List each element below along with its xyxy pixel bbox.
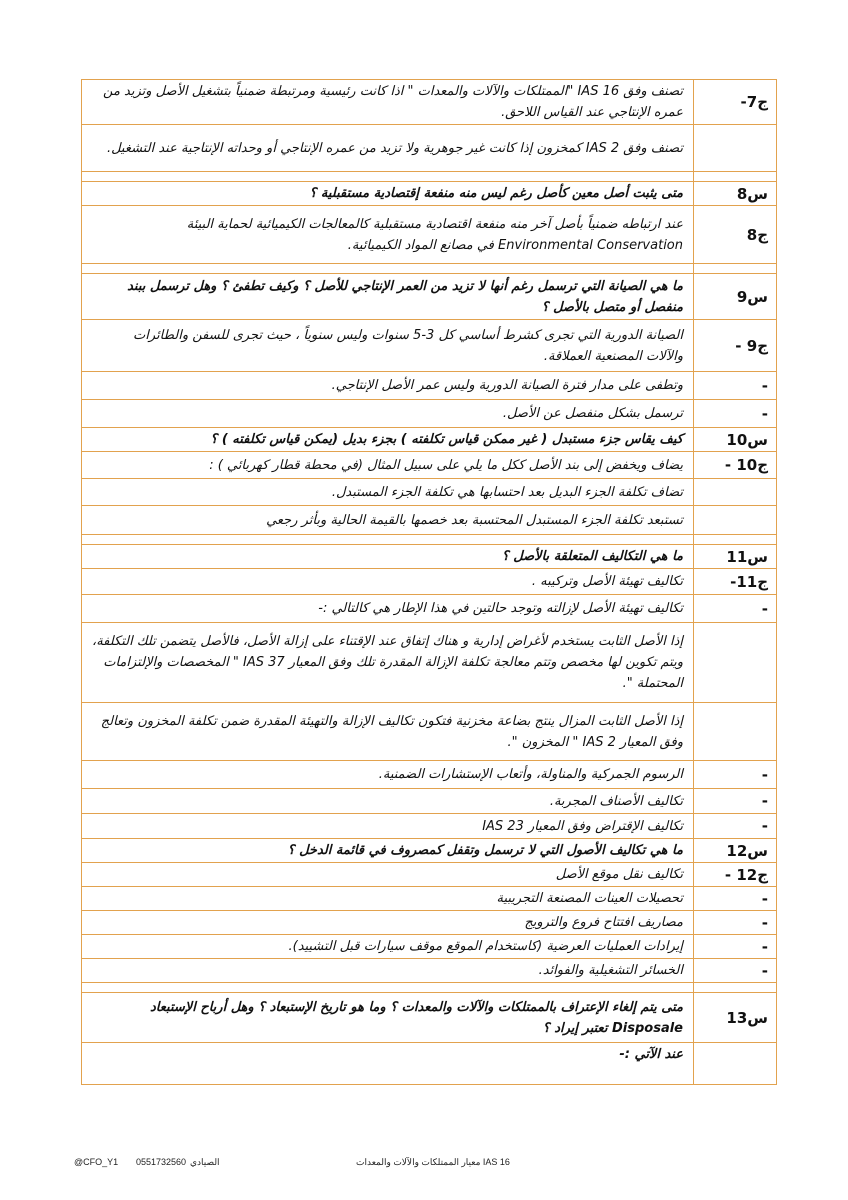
row-number [694, 623, 777, 703]
row-number: ج9 - [694, 320, 777, 372]
row-text: متى يثبت أصل معين كأصل رغم ليس منه منفعة إقتصادية مستقبلية ؟ [82, 182, 694, 206]
footer-phone: 0551732560 [136, 1157, 187, 1167]
question-row [82, 993, 777, 1043]
row-text: كيف يقاس جزء مستبدل ( غير ممكن قياس تكلفته ) بجزء بديل (يمكن قياس تكلفته ) ؟ [82, 428, 694, 452]
row-number: س10 [694, 428, 777, 452]
row-text: الخسائر التشغيلية والفوائد. [82, 959, 694, 983]
row-text: إذا الأصل الثابت المزال ينتج بضاعة مخزنية فتكون تكاليف الإزالة والتهيئة المقدرة ضمن تكلفة المخزون وتعالج وفق المعيار IAS 2 " المخزون ". [82, 703, 694, 761]
row-number [694, 506, 777, 535]
row-number: - [694, 789, 777, 814]
row-number: - [694, 911, 777, 935]
table-row [82, 761, 777, 789]
row-text: تضاف تكلفة الجزء البديل بعد احتسابها هي تكلفة الجزء المستبدل. [82, 479, 694, 506]
table-row [82, 372, 777, 400]
row-text: تكاليف تهيئة الأصل وتركيبه . [82, 569, 694, 595]
row-text: تكاليف الأصناف المجربة. [82, 789, 694, 814]
row-text: ما هي الصيانة التي ترسمل رغم أنها لا تزيد من العمر الإنتاجي للأصل ؟ وكيف تطفئ ؟ وهل ترسمل ببند منفصل أو متصل بالأصل ؟ [82, 274, 694, 320]
row-text: تحصيلات العينات المصنعة التجريبية [82, 887, 694, 911]
question-row [82, 545, 777, 569]
row-text: تكاليف نقل موقع الأصل [82, 863, 694, 887]
row-text: تكاليف تهيئة الأصل لإزالته وتوجد حالتين في هذا الإطار هي كالتالي :- [82, 595, 694, 623]
row-number: - [694, 400, 777, 428]
table-row [82, 959, 777, 983]
question-row [82, 428, 777, 452]
table-row [82, 911, 777, 935]
table-row [82, 814, 777, 839]
row-text: تصنف وفق IAS 16 "الممتلكات والآلات والمعدات " اذا كانت رئيسية ومرتبطة ضمنياً بتشغيل الأصل وتزيد من عمره الإنتاجي عند القياس اللاحق. [82, 80, 694, 125]
table-row [82, 703, 777, 761]
row-number: س12 [694, 839, 777, 863]
table-row [82, 863, 777, 887]
table-row [82, 789, 777, 814]
table-row [82, 80, 777, 125]
question-row [82, 839, 777, 863]
row-text: مصاريف افتتاح فروع والترويج [82, 911, 694, 935]
row-number: - [694, 959, 777, 983]
spacer-row [82, 264, 777, 274]
spacer-row [82, 172, 777, 182]
table-row [82, 400, 777, 428]
row-text: إيرادات العمليات العرضية (كاستخدام الموقع موقف سيارات قبل التشييد). [82, 935, 694, 959]
row-number [694, 1043, 777, 1085]
row-text: عند ارتباطه ضمنياً بأصل آخر منه منفعة اقتصادية مستقبلية كالمعالجات الكيميائية لحماية البيئة Environmental Conservation في مصانع المواد الكيميائية. [82, 206, 694, 264]
row-text: ترسمل بشكل منفصل عن الأصل. [82, 400, 694, 428]
footer-author: الصيادي [190, 1157, 220, 1167]
question-row [82, 1043, 777, 1085]
row-number: س9 [694, 274, 777, 320]
row-number: س11 [694, 545, 777, 569]
content-table [81, 79, 777, 1085]
row-number [694, 125, 777, 172]
row-text: تصنف وفق IAS 2 كمخزون إذا كانت غير جوهرية ولا تزيد من عمره الإنتاجي أو وحداته الإنتاجية عند التشغيل. [82, 125, 694, 172]
row-number: - [694, 372, 777, 400]
table-row [82, 206, 777, 264]
row-number: - [694, 761, 777, 789]
row-number: - [694, 887, 777, 911]
row-number: - [694, 814, 777, 839]
table-row [82, 595, 777, 623]
table-row [82, 887, 777, 911]
row-number: ج11- [694, 569, 777, 595]
question-row [82, 274, 777, 320]
row-text: الصيانة الدورية التي تجرى كشرط أساسي كل 3-5 سنوات وليس سنوياً ، حيث تجرى للسفن والطائرات والآلات المصنعية العملاقة. [82, 320, 694, 372]
row-text: ما هي التكاليف المتعلقة بالأصل ؟ [82, 545, 694, 569]
spacer-row [82, 535, 777, 545]
table-row [82, 623, 777, 703]
table-row [82, 479, 777, 506]
row-text: تكاليف الإقتراض وفق المعيار IAS 23 [82, 814, 694, 839]
row-text: الرسوم الجمركية والمناولة، وأتعاب الإستشارات الضمنية. [82, 761, 694, 789]
row-number: - [694, 935, 777, 959]
table-row [82, 452, 777, 479]
row-text: وتطفى على مدار فترة الصيانة الدورية وليس عمر الأصل الإنتاجي. [82, 372, 694, 400]
question-row [82, 182, 777, 206]
footer-handle: @CFO_Y1 [74, 1157, 119, 1167]
row-number [694, 479, 777, 506]
row-text: يضاف ويخفض إلى بند الأصل ككل ما يلي على سبيل المثال (في محطة قطار كهربائي ) : [82, 452, 694, 479]
row-text: إذا الأصل الثابت يستخدم لأغراض إدارية و هناك إتفاق عند الإقتناء على إزالة الأصل، فالأصل يتضمن تلك التكلفة، ويتم تكوين لها مخصص وتتم معالجة تكلفة الإزالة المقدرة تلك وفق المعيار IAS 37 " المخصصات والإلتزامات المحتملة ". [82, 623, 694, 703]
page-footer [0, 1157, 848, 1171]
row-number: ج8 [694, 206, 777, 264]
row-text: عند الآتي :- [82, 1043, 694, 1085]
row-number: - [694, 595, 777, 623]
table-row [82, 569, 777, 595]
row-number: ج7- [694, 80, 777, 125]
row-number: س8 [694, 182, 777, 206]
spacer-row [82, 983, 777, 993]
row-number: ج12 - [694, 863, 777, 887]
table-row [82, 506, 777, 535]
table-row [82, 125, 777, 172]
row-text: ما هي تكاليف الأصول التي لا ترسمل وتقفل كمصروف في قائمة الدخل ؟ [82, 839, 694, 863]
row-number: س13 [694, 993, 777, 1043]
row-number: ج10 - [694, 452, 777, 479]
row-text: متى يتم إلغاء الإعتراف بالممتلكات والآلات والمعدات ؟ وما هو تاريخ الإستبعاد ؟ وهل أرباح الإستبعاد Disposale تعتبر إيراد ؟ [82, 993, 694, 1043]
footer-standard: معيار الممتلكات والآلات والمعدات IAS 16 [356, 1157, 510, 1167]
table-row [82, 935, 777, 959]
row-number [694, 703, 777, 761]
table-row [82, 320, 777, 372]
row-text: تستبعد تكلفة الجزء المستبدل المحتسبة بعد خصمها بالقيمة الحالية وبأثر رجعي [82, 506, 694, 535]
